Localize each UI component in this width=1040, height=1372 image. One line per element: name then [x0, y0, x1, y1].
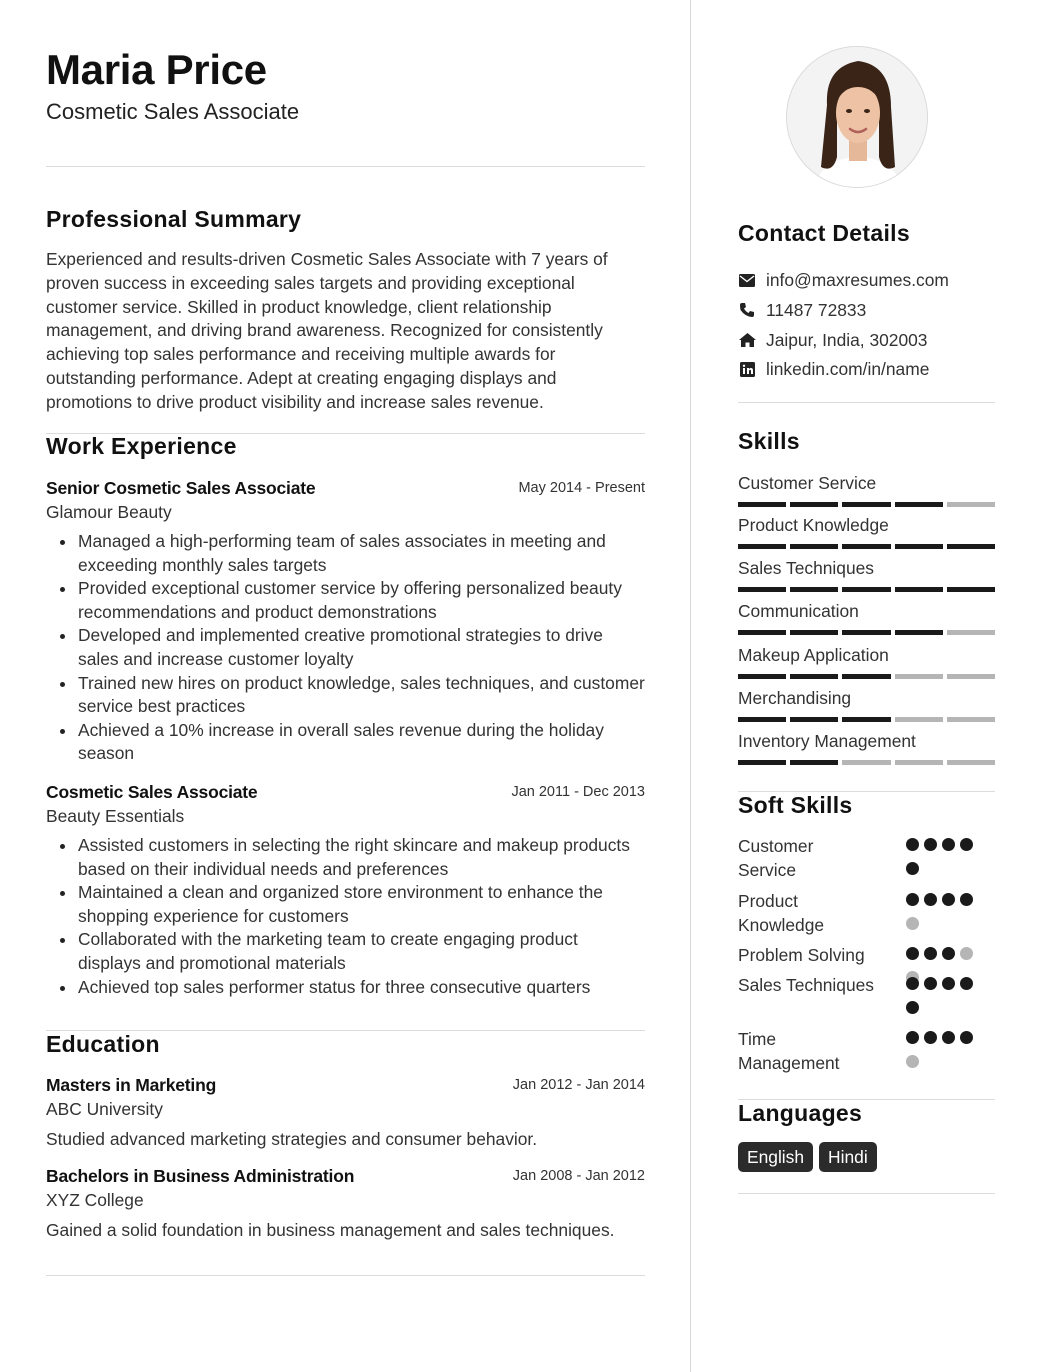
skill-level-segment: [790, 717, 838, 722]
skill-level-bar: [738, 717, 995, 722]
soft-skill-name: Time Management: [738, 1029, 840, 1073]
summary-text: Experienced and results-driven Cosmetic Sales Associate with 7 years of proven success in exceeding sales targets and providing exceptional customer service. Skilled in product knowledge, client relationship management, and driving brand awareness. Recognized for consistently achieving top sales performance and receiving multiple awards for outstanding performance. Adept at creating engaging displays and promotions to drive product visibility and increase sales revenue.: [46, 249, 608, 412]
job-date: Jan 2011 - Dec 2013: [511, 784, 645, 800]
rating-dot: [924, 893, 937, 906]
languages-list: [738, 1142, 877, 1172]
skill-level-segment: [738, 717, 786, 722]
job-bullet: Maintained a clean and organized store environment to enhance the shopping experience for customers: [78, 881, 645, 928]
skill-item: [738, 600, 995, 635]
job-role: Cosmetic Sales Associate: [46, 782, 258, 802]
language-badge: Hindi: [819, 1142, 877, 1172]
candidate-title: Cosmetic Sales Associate: [46, 99, 300, 124]
edu-school: ABC University: [46, 1099, 163, 1119]
rating-dot: [960, 893, 973, 906]
contact-phone: [738, 298, 866, 322]
skill-level-segment: [895, 717, 943, 722]
soft-skill-name: Problem Solving: [738, 945, 865, 965]
soft-skill-rating: [906, 977, 986, 1014]
skill-level-segment: [790, 544, 838, 549]
skill-level-segment: [842, 717, 890, 722]
job-bullet: Achieved a 10% increase in overall sales revenue during the holiday season: [78, 719, 645, 766]
soft-skill-rating: [906, 838, 986, 875]
skill-item: [738, 687, 995, 722]
skill-level-segment: [947, 760, 995, 765]
rating-dot: [924, 1031, 937, 1044]
rating-dot: [906, 1001, 919, 1014]
education-entry: [46, 1164, 645, 1242]
job-company: Beauty Essentials: [46, 806, 185, 826]
divider: [738, 1193, 995, 1194]
rating-dot: [960, 977, 973, 990]
rating-dot: [906, 838, 919, 851]
job-bullet: Achieved top sales performer status for three consecutive quarters: [78, 976, 645, 1000]
column-divider: [690, 0, 691, 1372]
skill-level-segment: [738, 544, 786, 549]
skill-level-segment: [947, 587, 995, 592]
job-bullets: [46, 530, 645, 766]
skill-level-segment: [842, 502, 890, 507]
contact-email-text: info@maxresumes.com: [766, 269, 949, 290]
language-badge: English: [738, 1142, 813, 1172]
skill-name: Product Knowledge: [738, 515, 889, 535]
skill-level-segment: [842, 674, 890, 679]
skill-level-segment: [842, 587, 890, 592]
rating-dot: [942, 1031, 955, 1044]
soft-skill-name: Sales Techniques: [738, 975, 874, 995]
skill-name: Merchandising: [738, 688, 852, 708]
job-bullet: Provided exceptional customer service by offering personalized beauty recommendations and product demonstrations: [78, 577, 645, 624]
skill-level-segment: [738, 760, 786, 765]
job-bullet: Assisted customers in selecting the right skincare and makeup products based on their individual needs and preferences: [78, 834, 645, 881]
home-icon: [738, 331, 756, 349]
rating-dot: [906, 977, 919, 990]
contact-linkedin-text: linkedin.com/in/name: [766, 358, 930, 379]
skill-level-segment: [947, 544, 995, 549]
divider: [738, 402, 995, 403]
divider: [46, 166, 645, 167]
rating-dot: [906, 947, 919, 960]
skill-name: Makeup Application: [738, 645, 889, 665]
job-date: May 2014 - Present: [518, 480, 645, 496]
soft-skill-rating: [906, 1031, 986, 1068]
rating-dot: [942, 893, 955, 906]
education-entry: [46, 1073, 645, 1151]
phone-icon: [738, 301, 756, 319]
skill-level-segment: [947, 502, 995, 507]
skill-item: [738, 644, 995, 679]
linkedin-icon: [738, 360, 756, 378]
rating-dot: [924, 947, 937, 960]
job-bullet: Collaborated with the marketing team to create engaging product displays and promotional materials: [78, 928, 645, 975]
skill-level-bar: [738, 587, 995, 592]
skill-level-segment: [895, 674, 943, 679]
soft-skill-rating: [906, 893, 986, 930]
skill-item: [738, 730, 995, 765]
edu-school: XYZ College: [46, 1190, 144, 1210]
soft-skill-name: Product Knowledge: [738, 891, 825, 935]
rating-dot: [906, 1055, 919, 1068]
skill-level-segment: [738, 502, 786, 507]
rating-dot: [942, 977, 955, 990]
edu-degree: Bachelors in Business Administration: [46, 1166, 355, 1186]
contact-email: [738, 268, 949, 292]
job-bullet: Managed a high-performing team of sales associates in meeting and exceeding monthly sales targets: [78, 530, 645, 577]
skill-item: [738, 472, 995, 507]
skill-level-bar: [738, 544, 995, 549]
rating-dot: [942, 838, 955, 851]
skill-level-segment: [790, 760, 838, 765]
rating-dot: [960, 947, 973, 960]
skill-level-segment: [738, 587, 786, 592]
job-role: Senior Cosmetic Sales Associate: [46, 478, 316, 498]
skill-level-segment: [947, 717, 995, 722]
edu-date: Jan 2012 - Jan 2014: [512, 1077, 645, 1093]
edu-description: Gained a solid foundation in business management and sales techniques.: [46, 1220, 615, 1240]
skill-item: [738, 557, 995, 592]
profile-photo-illustration: [787, 47, 928, 188]
candidate-name: Maria Price: [46, 46, 267, 93]
contact-heading: Contact Details: [738, 220, 910, 246]
divider: [46, 1275, 645, 1276]
skill-level-segment: [895, 630, 943, 635]
skill-item: [738, 514, 995, 549]
job-bullet: Trained new hires on product knowledge, sales techniques, and customer service best practices: [78, 672, 645, 719]
soft-skills-heading: Soft Skills: [738, 792, 853, 818]
soft-skill-name: Customer Service: [738, 836, 814, 880]
rating-dot: [960, 1031, 973, 1044]
job-bullet: Developed and implemented creative promotional strategies to drive sales and increase customer loyalty: [78, 624, 645, 671]
skill-level-bar: [738, 502, 995, 507]
edu-date: Jan 2008 - Jan 2012: [512, 1168, 645, 1184]
contact-phone-text: 11487 72833: [766, 299, 867, 320]
skill-level-segment: [842, 760, 890, 765]
skill-level-segment: [738, 674, 786, 679]
skill-level-segment: [790, 502, 838, 507]
contact-linkedin: [738, 357, 929, 381]
job-company: Glamour Beauty: [46, 502, 172, 522]
skill-level-segment: [842, 544, 890, 549]
rating-dot: [906, 862, 919, 875]
skill-level-segment: [895, 587, 943, 592]
skill-level-bar: [738, 674, 995, 679]
skill-name: Communication: [738, 601, 859, 621]
skill-level-bar: [738, 630, 995, 635]
envelope-icon: [738, 271, 756, 289]
skill-level-segment: [738, 630, 786, 635]
skill-level-bar: [738, 760, 995, 765]
job-entry: [46, 476, 645, 766]
contact-address: [738, 328, 927, 352]
summary-heading: Professional Summary: [46, 206, 302, 232]
skill-level-segment: [895, 544, 943, 549]
skill-level-segment: [790, 630, 838, 635]
rating-dot: [924, 977, 937, 990]
experience-heading: Work Experience: [46, 433, 237, 459]
profile-photo: [786, 46, 928, 188]
skill-name: Sales Techniques: [738, 558, 874, 578]
rating-dot: [906, 917, 919, 930]
skill-name: Customer Service: [738, 473, 877, 493]
job-entry: [46, 780, 645, 999]
rating-dot: [906, 1031, 919, 1044]
skill-level-segment: [947, 630, 995, 635]
rating-dot: [924, 838, 937, 851]
skill-level-segment: [895, 502, 943, 507]
skills-heading: Skills: [738, 428, 800, 454]
skill-level-segment: [790, 587, 838, 592]
skill-level-segment: [842, 630, 890, 635]
rating-dot: [960, 838, 973, 851]
skill-name: Inventory Management: [738, 731, 916, 751]
contact-address-text: Jaipur, India, 302003: [766, 329, 928, 350]
job-bullets: [46, 834, 645, 999]
edu-degree: Masters in Marketing: [46, 1075, 217, 1095]
languages-heading: Languages: [738, 1100, 863, 1126]
rating-dot: [942, 947, 955, 960]
skill-level-segment: [947, 674, 995, 679]
rating-dot: [906, 893, 919, 906]
education-heading: Education: [46, 1031, 160, 1057]
edu-description: Studied advanced marketing strategies and consumer behavior.: [46, 1129, 538, 1149]
skill-level-segment: [895, 760, 943, 765]
skill-level-segment: [790, 674, 838, 679]
